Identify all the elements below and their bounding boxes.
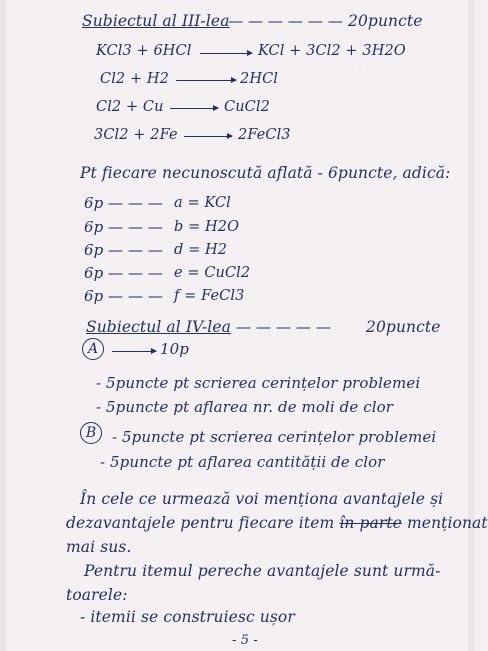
unknown-3-dashes: — — — [108, 241, 164, 259]
paragraph-line-2-b: menționat [407, 514, 488, 532]
reaction-1-left: KCl3 + 6HCl [96, 43, 192, 59]
section-a-marker: A [82, 338, 104, 360]
unknown-5-dashes: — — — [108, 287, 164, 305]
section-a-points: 10p [160, 340, 189, 358]
unknown-1-points: 6p [84, 194, 104, 212]
reaction-3-right: CuCl2 [224, 99, 270, 115]
unknown-4-eq: e = CuCl2 [174, 265, 251, 281]
paragraph-line-4: Pentru itemul pereche avantajele sunt urmă- [84, 562, 441, 580]
paragraph-line-3: mai sus. [66, 538, 132, 556]
reaction-3-left: Cl2 + Cu [96, 99, 164, 115]
unknown-3-points: 6p [84, 241, 104, 259]
section-b-item-2: - 5puncte pt aflarea cantității de clor [100, 453, 385, 471]
paragraph-line-2-a: dezavantajele pentru fiecare item [66, 514, 335, 532]
page-number: - 5 - [232, 633, 258, 648]
reaction-1-arrow [200, 53, 252, 54]
unknown-1-eq: a = KCl [174, 195, 231, 211]
reaction-4-left: 3Cl2 + 2Fe [94, 127, 178, 143]
subject-4-title: Subiectul al IV-lea [86, 318, 231, 336]
unknown-5-points: 6p [84, 287, 104, 305]
section-b-marker: B [80, 422, 102, 444]
section-a-item-2: - 5puncte pt aflarea nr. de moli de clor [96, 398, 393, 416]
reaction-2-left: Cl2 + H2 [100, 71, 169, 87]
unknown-3-eq: d = H2 [174, 242, 228, 258]
unknown-2-dashes: — — — [108, 218, 164, 236]
unknown-5-eq: f = FeCl3 [174, 288, 245, 304]
reaction-2-arrow [176, 80, 236, 81]
subject-4-dashes: — — — — — [236, 318, 331, 336]
unknown-1-dashes: — — — [108, 194, 164, 212]
unknown-4-dashes: — — — [108, 264, 164, 282]
unknown-2-points: 6p [84, 218, 104, 236]
paragraph-line-5: toarele: [66, 586, 128, 604]
subject-3-points: 20puncte [348, 12, 423, 30]
paragraph-line-2-strikethrough: în parte [339, 514, 402, 532]
reaction-4-right: 2FeCl3 [238, 127, 291, 143]
bleed-through-decoration: . . . . . . . . . . . [300, 60, 387, 75]
subject-4-points: 20puncte [366, 318, 441, 336]
unknown-2-eq: b = H2O [174, 219, 240, 235]
reaction-3-arrow [170, 108, 218, 109]
section-b-item-1: - 5puncte pt scrierea cerințelor problemei [112, 428, 437, 446]
subject-3-title: Subiectul al III-lea [82, 12, 230, 30]
reaction-4-arrow [184, 136, 232, 137]
paragraph-line-2 [66, 514, 488, 532]
paragraph-line-1: În cele ce urmează voi menționa avantajele și [80, 490, 444, 508]
paragraph-line-6: - itemii se construiesc ușor [80, 608, 295, 626]
section-a-line [112, 351, 156, 352]
unknowns-intro: Pt fiecare necunoscută aflată - 6puncte, adică: [80, 164, 451, 182]
section-a-item-1: - 5puncte pt scrierea cerințelor problemei [96, 374, 421, 392]
reaction-2-right: 2HCl [240, 71, 279, 87]
subject-3-dashes: — — — — — — [228, 12, 343, 30]
unknown-4-points: 6p [84, 264, 104, 282]
reaction-1-right: KCl + 3Cl2 + 3H2O [258, 43, 406, 59]
